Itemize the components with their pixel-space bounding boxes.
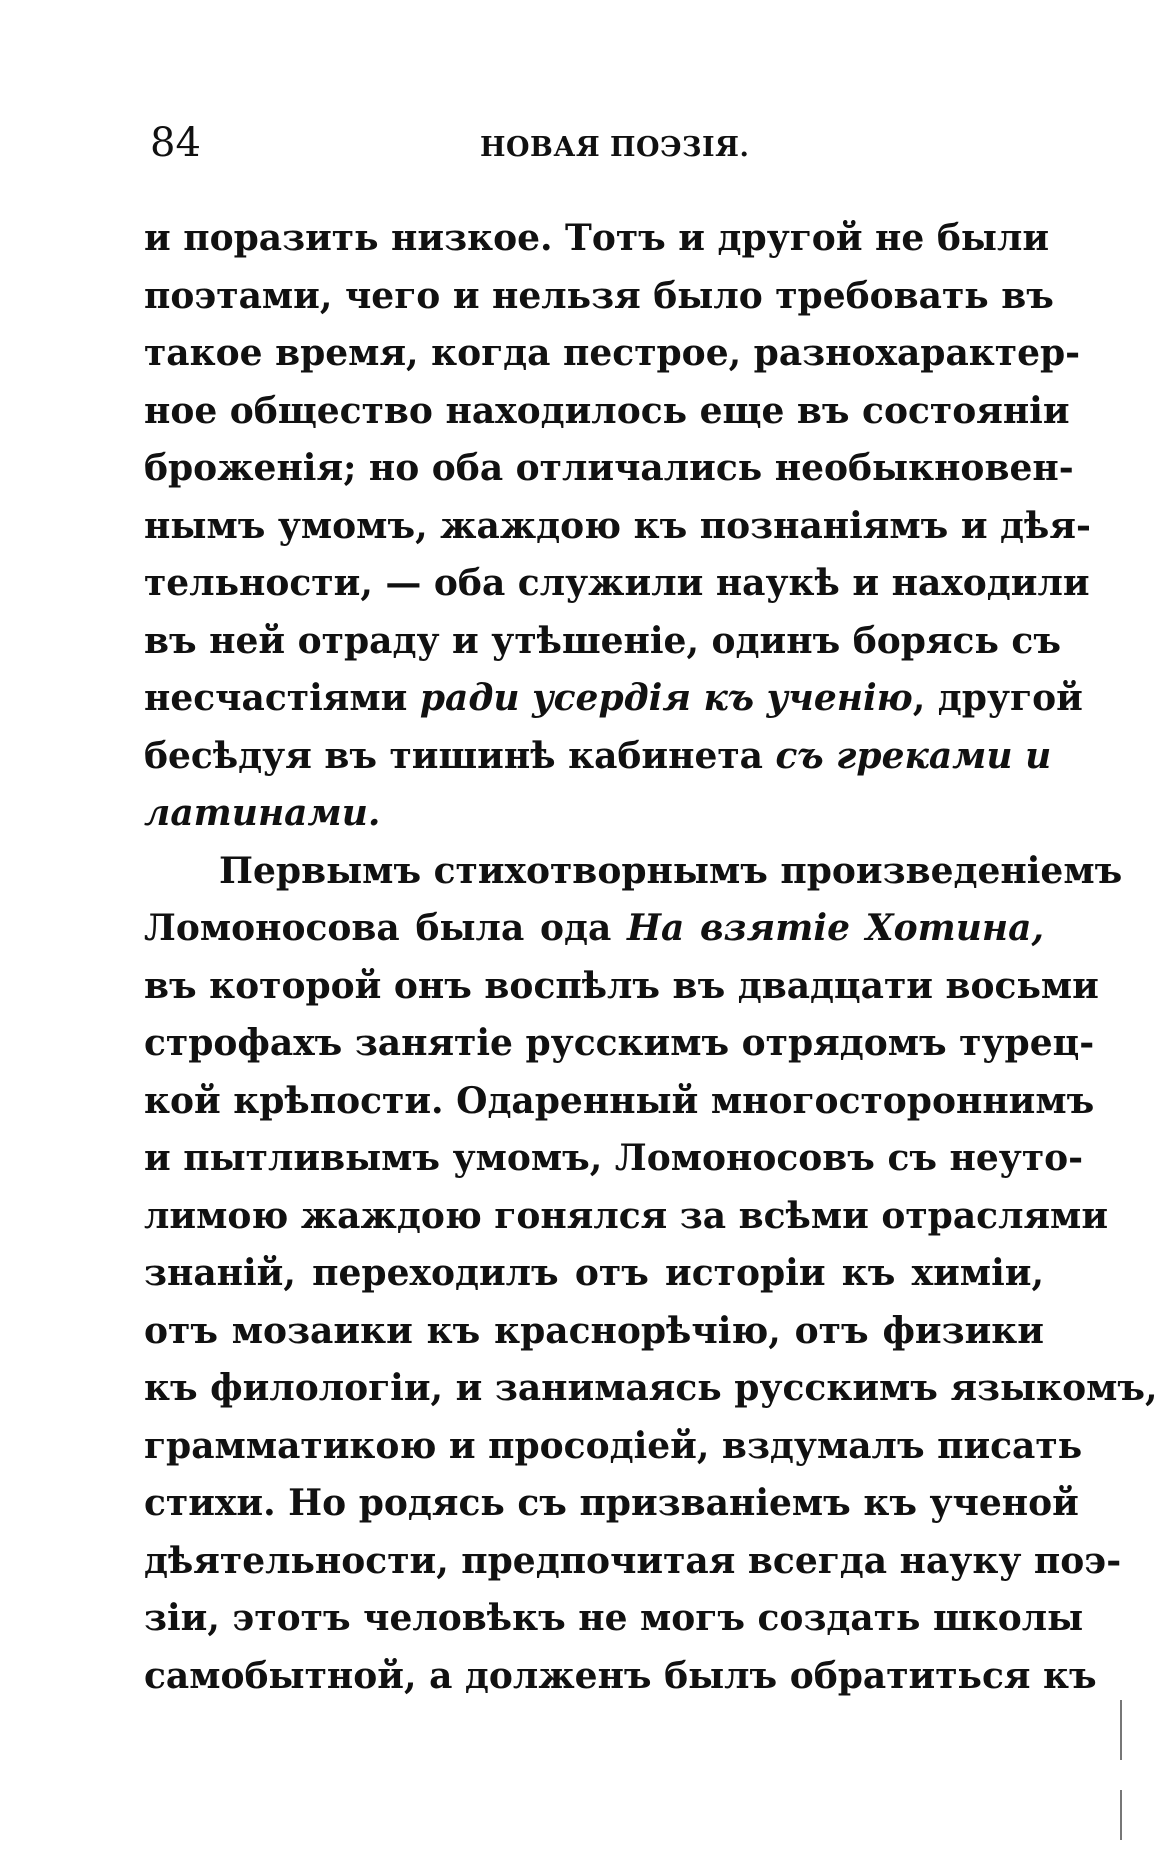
text-run: ное общество находилось еще въ состояніи <box>144 389 1070 432</box>
text-line <box>144 670 1083 728</box>
body-text <box>144 210 1158 1705</box>
text-line <box>144 210 1050 268</box>
text-line <box>144 1130 1084 1188</box>
page-number: 84 <box>150 120 201 166</box>
page-header <box>150 118 1040 178</box>
text-line <box>144 613 1061 671</box>
text-line <box>144 1475 1079 1533</box>
text-run: въ ней отраду и утѣшеніе, одинъ борясь съ <box>144 619 1061 662</box>
italic-text: латинами. <box>144 792 381 834</box>
text-line <box>144 1590 1084 1648</box>
text-run: такое время, когда пестрое, разнохарактер- <box>144 332 1081 374</box>
text-run: и поразить низкое. Тотъ и другой не были <box>144 217 1050 259</box>
text-run: знаній, переходилъ отъ исторіи къ химіи, <box>144 1252 1044 1294</box>
text-run: и пытливымъ умомъ, Ломоносовъ съ неуто- <box>144 1137 1084 1179</box>
text-run: зіи, этотъ человѣкъ не могъ создать школы <box>144 1597 1084 1639</box>
text-line <box>144 843 1123 901</box>
text-run: строфахъ занятіе русскимъ отрядомъ турец- <box>144 1022 1095 1064</box>
italic-text: На взятіе Хотина, <box>627 907 1044 949</box>
running-head: НОВАЯ ПОЭЗІЯ. <box>480 132 750 163</box>
text-run: въ которой онъ воспѣлъ въ двадцати восьми <box>144 964 1099 1007</box>
scan-edge-mark <box>1120 1790 1122 1840</box>
text-line <box>144 958 1099 1016</box>
italic-text: ради усердія къ ученію <box>419 677 913 719</box>
text-run: грамматикою и просодіей, вздумалъ писать <box>144 1424 1083 1467</box>
text-run: дѣятельности, предпочитая всегда науку поэ- <box>144 1539 1122 1582</box>
text-line <box>144 1188 1109 1246</box>
text-line <box>144 268 1054 326</box>
text-run: отъ мозаики къ краснорѣчію, отъ физики <box>144 1309 1044 1352</box>
text-run: , другой <box>912 677 1083 719</box>
text-line <box>144 900 1044 958</box>
text-line <box>144 383 1070 441</box>
paragraph <box>144 210 1091 843</box>
text-line <box>144 1360 1158 1418</box>
text-line <box>144 1418 1083 1476</box>
text-run: Ломоносова была ода <box>144 907 627 949</box>
text-line <box>144 1303 1044 1361</box>
text-line <box>144 325 1081 383</box>
text-run: нымъ умомъ, жаждою къ познаніямъ и дѣя- <box>144 504 1091 547</box>
text-line <box>144 1073 1095 1131</box>
text-line <box>144 728 1052 786</box>
paragraph <box>144 843 1158 1706</box>
text-run: стихи. Но родясь съ призваніемъ къ ученой <box>144 1482 1079 1524</box>
text-run: броженія; но оба отличались необыкновен- <box>144 447 1074 489</box>
text-line <box>144 1648 1097 1706</box>
text-run: къ филологіи, и занимаясь русскимъ языкомъ, <box>144 1367 1158 1409</box>
text-run: бесѣдуя въ тишинѣ кабинета <box>144 734 776 777</box>
text-line <box>144 1245 1044 1303</box>
text-line <box>144 1533 1122 1591</box>
text-run: Первымъ стихотворнымъ произведеніемъ <box>219 849 1123 892</box>
text-run: самобытной, а долженъ былъ обратиться къ <box>144 1654 1097 1697</box>
text-run: кой крѣпости. Одаренный многостороннимъ <box>144 1079 1095 1122</box>
text-line <box>144 498 1091 556</box>
text-run: несчастіями <box>144 677 420 719</box>
text-run: поэтами, чего и нельзя было требовать въ <box>144 274 1054 317</box>
text-run: лимою жаждою гонялся за всѣми отраслями <box>144 1194 1109 1237</box>
text-line <box>144 785 1044 843</box>
italic-text: съ греками и <box>775 734 1052 777</box>
text-line <box>144 555 1090 613</box>
text-run: тельности, — оба служили наукѣ и находили <box>144 562 1090 604</box>
scan-edge-mark <box>1120 1700 1122 1760</box>
text-line <box>144 1015 1095 1073</box>
text-line <box>144 440 1074 498</box>
